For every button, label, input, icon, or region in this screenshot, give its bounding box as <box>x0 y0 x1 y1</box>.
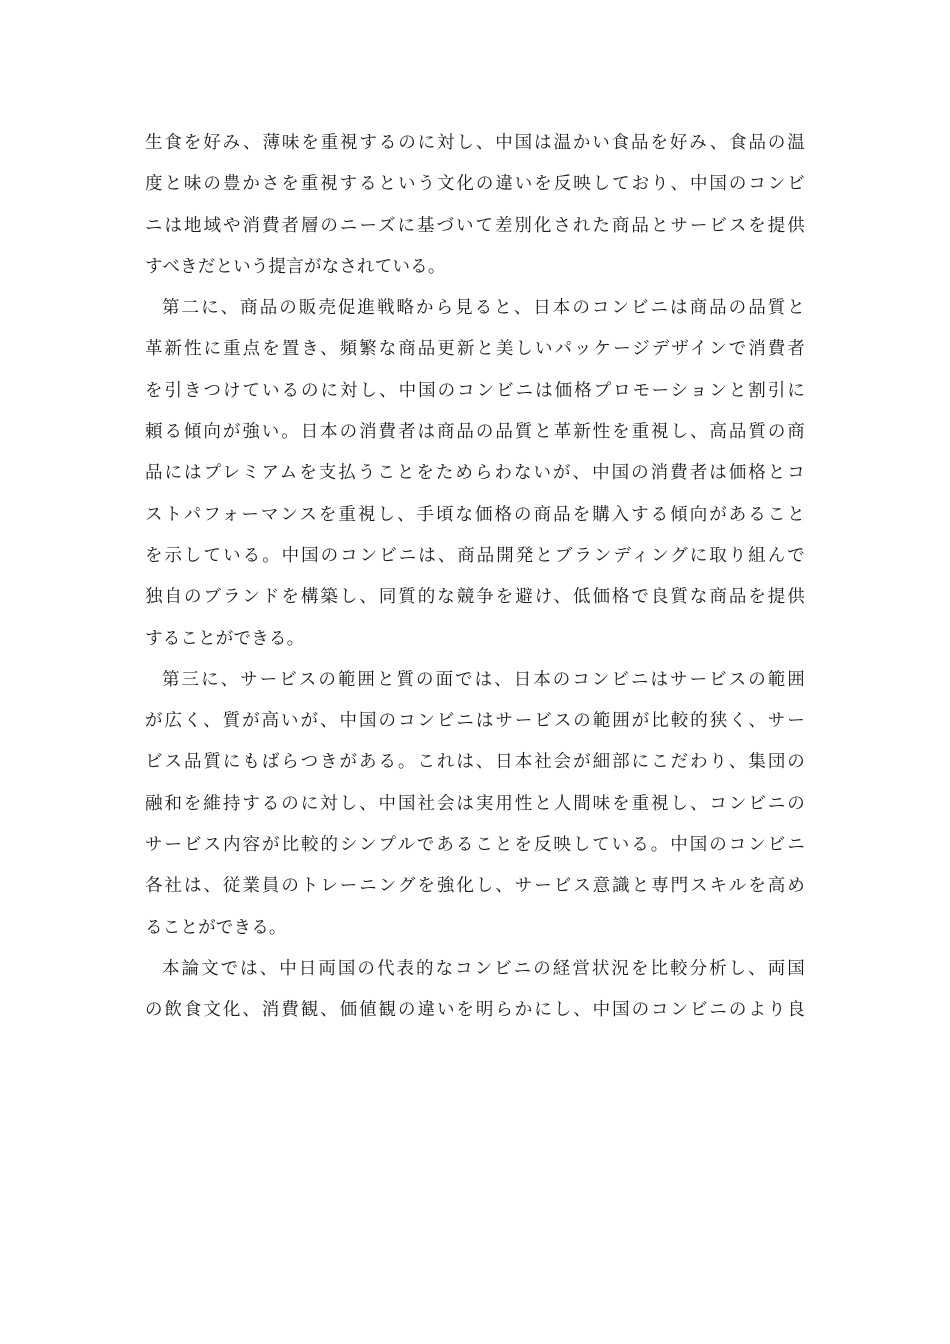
text-line: が広く、質が高いが、中国のコンビニはサービスの範囲が比較的狭く、サー <box>145 711 805 732</box>
body-text <box>145 123 805 1032</box>
text-line: を引きつけているのに対し、中国のコンビニは価格プロモーションと割引に <box>145 380 805 401</box>
text-line: ニは地域や消費者層のニーズに基づいて差別化された商品とサービスを提供 <box>145 215 805 236</box>
text-line: することができる。 <box>145 628 305 649</box>
text-line: ビス品質にもばらつきがある。これは、日本社会が細部にこだわり、集団の <box>145 752 805 773</box>
text-line: ることができる。 <box>145 917 287 938</box>
text-line: の飲食文化、消費観、価値観の違いを明らかにし、中国のコンビニのより良 <box>145 1000 805 1021</box>
paragraph-first-line: 第二に、商品の販売促進戦略から見ると、日本のコンビニは商品の品質と <box>162 298 805 319</box>
text-line: 生食を好み、薄味を重視するのに対し、中国は温かい食品を好み、食品の温 <box>145 133 805 153</box>
text-line: サービス内容が比較的シンプルであることを反映している。中国のコンビニ <box>145 835 805 856</box>
paragraph-first-line: 本論文では、中日両国の代表的なコンビニの経営状況を比較分析し、両国 <box>162 958 805 979</box>
text-line: 品にはプレミアムを支払うことをためらわないが、中国の消費者は価格とコ <box>145 463 805 484</box>
text-line: 融和を維持するのに対し、中国社会は実用性と人間味を重視し、コンビニの <box>145 793 805 814</box>
text-line: 度と味の豊かさを重視するという文化の違いを反映しており、中国のコンビ <box>145 174 805 195</box>
text-line: 独自のブランドを構築し、同質的な競争を避け、低価格で良質な商品を提供 <box>145 587 805 608</box>
text-line: 各社は、従業員のトレーニングを強化し、サービス意識と専門スキルを高め <box>145 876 805 897</box>
text-line: ストパフォーマンスを重視し、手頃な価格の商品を購入する傾向があること <box>145 504 805 525</box>
text-line: を示している。中国のコンビニは、商品開発とブランディングに取り組んで <box>145 545 805 566</box>
text-line: 革新性に重点を置き、頻繁な商品更新と美しいパッケージデザインで消費者 <box>145 339 805 360</box>
text-line: 頼る傾向が強い。日本の消費者は商品の品質と革新性を重視し、高品質の商 <box>145 422 805 443</box>
paragraph-first-line: 第三に、サービスの範囲と質の面では、日本のコンビニはサービスの範囲 <box>162 669 805 690</box>
text-line: すべきだという提言がなされている。 <box>145 256 446 277</box>
